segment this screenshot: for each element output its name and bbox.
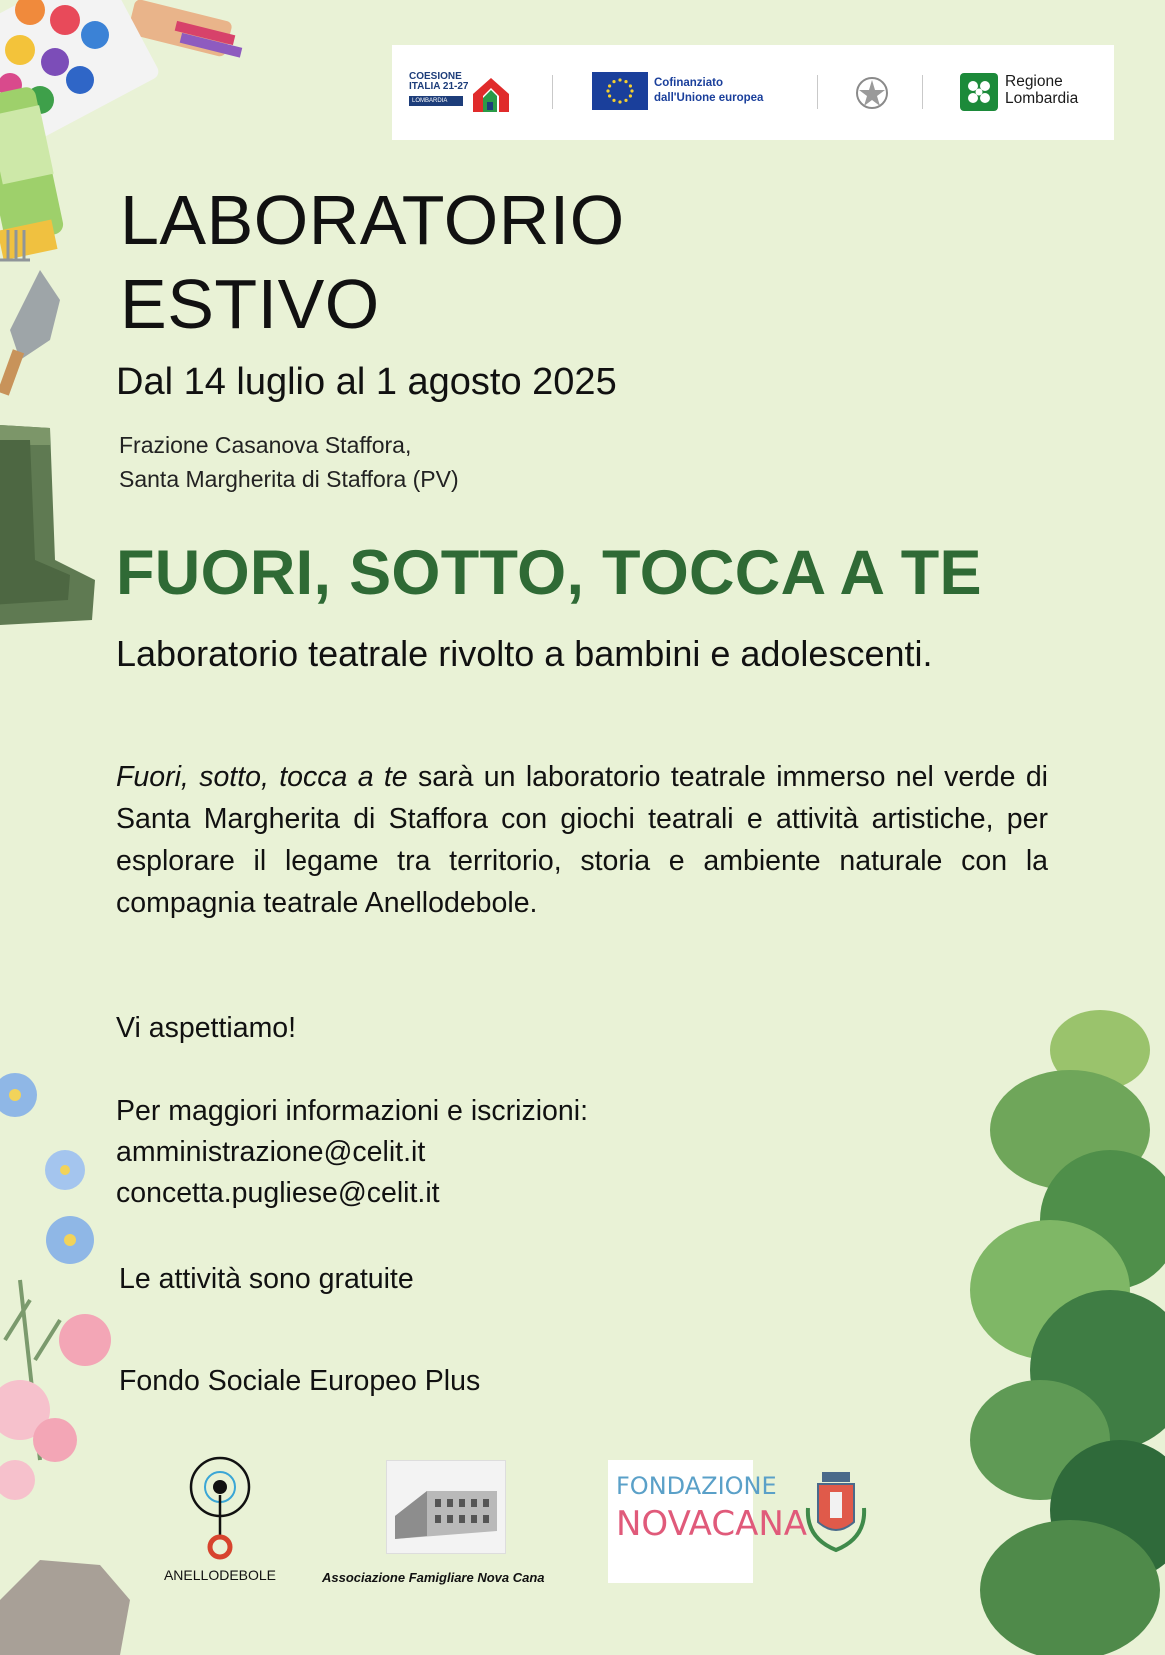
title-line2: ESTIVO [120, 265, 380, 343]
project-title: FUORI, SOTTO, TOCCA A TE [116, 538, 982, 608]
anellodebole-ring-icon [150, 1455, 290, 1560]
event-location [119, 428, 459, 496]
coesione-line2: ITALIA 21-27 [409, 81, 469, 92]
tree-foliage-illustration [970, 1010, 1165, 1655]
garden-tools-illustration [0, 230, 60, 396]
regione-line2: Lombardia [1005, 90, 1079, 107]
email-link-1[interactable]: amministrazione@celit.it [116, 1136, 426, 1168]
lombardia-text [1005, 73, 1078, 107]
logo-separator [922, 75, 923, 109]
location-line1: Frazione Casanova Staffora, [119, 432, 412, 458]
logo-separator [552, 75, 553, 109]
project-description [116, 756, 1048, 924]
welcome-text: Vi aspettiamo! [116, 1012, 297, 1044]
fondazione-line2: NOVACANA [616, 1504, 808, 1544]
title-line1: LABORATORIO [120, 181, 625, 259]
fund-name: Fondo Sociale Europeo Plus [119, 1365, 481, 1397]
sponsor-logo-bar [392, 45, 1114, 140]
event-dates: Dal 14 luglio al 1 agosto 2025 [116, 361, 617, 403]
regione-line1: Regione [1005, 73, 1063, 90]
description-text: sarà un laboratorio teatrale immerso nel verde di Santa Margherita di Staffora con giochi teatrali e attività artistiche, per esplorare il legame tra territorio, storia e ambiente naturale con la compagnia teatrale Anellodebole. [116, 761, 1048, 919]
anellodebole-logo [150, 1455, 290, 1585]
coesione-italia-logo [409, 72, 517, 114]
rock-illustration [0, 1560, 130, 1655]
description-italic: Fuori, sotto, tocca a te [116, 761, 408, 793]
coesione-line3: LOMBARDIA [409, 96, 463, 106]
nova-cana-label: Associazione Famigliare Nova Cana [322, 1570, 545, 1585]
coesione-line1: COESIONE [409, 71, 462, 82]
anellodebole-label: ANELLODEBOLE [163, 1567, 277, 1583]
eu-flag-icon [592, 72, 648, 110]
italian-republic-emblem-icon [852, 73, 892, 113]
rain-boots-illustration [0, 425, 95, 625]
municipal-coat-of-arms-icon [800, 1468, 872, 1560]
regione-lombardia-logo [960, 71, 1110, 115]
eu-cofinanced-logo [592, 72, 792, 112]
page-title [120, 178, 625, 346]
eu-text [654, 76, 763, 106]
project-subtitle: Laboratorio teatrale rivolto a bambini e adolescenti. [116, 633, 933, 674]
email-link-2[interactable]: concetta.pugliese@celit.it [116, 1177, 440, 1209]
fondazione-novacana-logo [608, 1460, 808, 1583]
pink-flowers-illustration [0, 1314, 111, 1500]
logo-separator [817, 75, 818, 109]
nova-cana-building-image [386, 1460, 506, 1554]
fondazione-line1: FONDAZIONE [616, 1472, 777, 1500]
blue-flowers-illustration [0, 1073, 94, 1264]
eu-line2: dall'Unione europea [654, 92, 764, 104]
lombardia-rose-icon [960, 73, 998, 111]
free-note: Le attività sono gratuite [119, 1263, 414, 1295]
decorative-tree-bottom-right [960, 990, 1165, 1655]
info-label: Per maggiori informazioni e iscrizioni: [116, 1095, 589, 1127]
eu-line1: Cofinanziato [654, 77, 723, 89]
coesione-arrow-icon [469, 72, 515, 114]
location-line2: Santa Margherita di Staffora (PV) [119, 466, 459, 492]
